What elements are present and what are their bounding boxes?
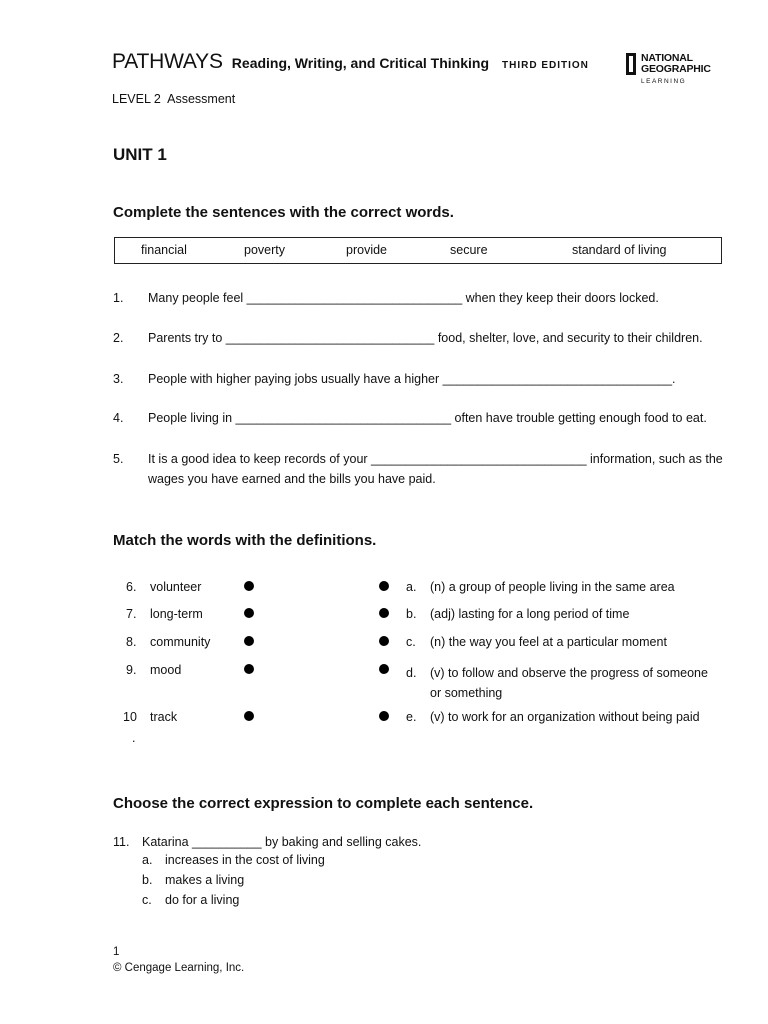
question-text: People with higher paying jobs usually have a higher _________________________________. xyxy=(148,372,676,386)
brand-edition: THIRD EDITION xyxy=(502,60,589,71)
definition-letter: e. xyxy=(406,710,417,724)
option-letter: c. xyxy=(142,893,152,907)
match-definition-c xyxy=(406,635,716,649)
word-bank-item: provide xyxy=(346,243,387,257)
definition-text: (adj) lasting for a long period of time xyxy=(430,607,630,621)
match-definition-e xyxy=(406,710,716,724)
option-letter: a. xyxy=(142,853,153,867)
match-dot-left[interactable] xyxy=(244,581,254,591)
match-word: mood xyxy=(150,663,182,677)
national-geographic-logo xyxy=(626,53,711,88)
word-bank-item: standard of living xyxy=(572,243,667,257)
match-dot-left[interactable] xyxy=(244,636,254,646)
section3-heading: Choose the correct expression to complete each sentence. xyxy=(113,795,534,812)
match-dot-right[interactable] xyxy=(379,581,389,591)
match-number: 8. xyxy=(126,635,137,649)
match-number: 7. xyxy=(126,607,137,621)
option-a[interactable] xyxy=(142,853,325,867)
question-number: 3. xyxy=(113,372,124,386)
publisher-sub: LEARNING xyxy=(641,78,687,85)
match-definition-d xyxy=(406,663,716,700)
section1-heading: Complete the sentences with the correct words. xyxy=(113,204,454,221)
brand-title xyxy=(112,50,589,74)
word-bank xyxy=(114,237,722,264)
match-number: 9. xyxy=(126,663,137,677)
match-word: long-term xyxy=(150,607,203,621)
match-dot-left[interactable] xyxy=(244,664,254,674)
question-number: 1. xyxy=(113,291,124,305)
option-text: do for a living xyxy=(165,893,240,907)
match-word-6 xyxy=(126,580,202,594)
match-dot-right[interactable] xyxy=(379,608,389,618)
question-text: Parents try to ______________________________ food, shelter, love, and security to their children. xyxy=(148,331,703,345)
definition-text: (n) a group of people living in the same area xyxy=(430,580,675,594)
match-dot-right[interactable] xyxy=(379,636,389,646)
question-text: People living in _______________________________ often have trouble getting enough food to eat. xyxy=(148,411,707,425)
copyright: © Cengage Learning, Inc. xyxy=(113,962,245,974)
section2-heading: Match the words with the definitions. xyxy=(113,532,377,549)
option-text: makes a living xyxy=(165,873,245,887)
match-dot-right[interactable] xyxy=(379,711,389,721)
match-word-9 xyxy=(126,663,182,677)
match-dot-left[interactable] xyxy=(244,711,254,721)
question-number: 4. xyxy=(113,411,124,425)
match-word: track xyxy=(150,710,178,724)
publisher-line-1: NATIONAL xyxy=(641,52,693,64)
match-definition-b xyxy=(406,607,716,621)
question-number: 11. xyxy=(113,835,130,849)
question-text: Many people feel _______________________________ when they keep their doors locked. xyxy=(148,291,659,305)
definition-letter: a. xyxy=(406,580,417,594)
definition-letter: b. xyxy=(406,607,417,621)
option-b[interactable] xyxy=(142,873,245,887)
question-number: 5. xyxy=(113,452,124,466)
level-label: LEVEL 2 Assessment xyxy=(112,92,236,106)
option-c[interactable] xyxy=(142,893,240,907)
definition-text: (v) to follow and observe the progress of someone or something xyxy=(430,666,708,700)
publisher-line-2: GEOGRAPHIC xyxy=(641,62,711,75)
brand-name: PATHWAYS xyxy=(112,50,223,73)
match-word-8 xyxy=(126,635,211,649)
match-definition-a xyxy=(406,580,716,594)
definition-text: (v) to work for an organization without being paid xyxy=(430,710,700,724)
match-word: volunteer xyxy=(150,580,202,594)
option-text: increases in the cost of living xyxy=(165,853,325,867)
match-word-7 xyxy=(126,607,203,621)
definition-letter: c. xyxy=(406,635,416,649)
match-dot-right[interactable] xyxy=(379,664,389,674)
match-number: 10 xyxy=(123,710,137,724)
word-bank-item: financial xyxy=(141,243,187,257)
page-number: 1 xyxy=(113,946,120,958)
match-word-10 xyxy=(123,710,178,724)
word-bank-item: poverty xyxy=(244,243,285,257)
match-word: community xyxy=(150,635,211,649)
brand-subtitle: Reading, Writing, and Critical Thinking xyxy=(231,55,489,71)
question-text: It is a good idea to keep records of your _______________________________ information, such as the wages you have earned and the bills you have paid. xyxy=(148,452,723,486)
definition-text: (n) the way you feel at a particular moment xyxy=(430,635,667,649)
option-letter: b. xyxy=(142,873,153,887)
match-number-trail: . xyxy=(132,731,136,745)
ng-yellow-border-icon xyxy=(626,53,636,75)
match-dot-left[interactable] xyxy=(244,608,254,618)
definition-letter: d. xyxy=(406,666,417,680)
unit-title: UNIT 1 xyxy=(113,145,167,164)
match-number: 6. xyxy=(126,580,137,594)
word-bank-item: secure xyxy=(450,243,488,257)
question-number: 2. xyxy=(113,331,124,345)
question-text: Katarina __________ by baking and selling cakes. xyxy=(142,835,422,849)
